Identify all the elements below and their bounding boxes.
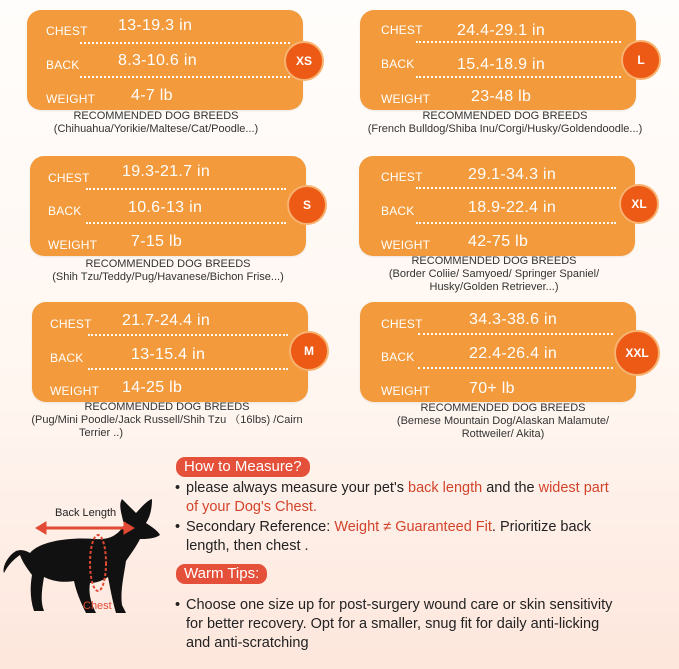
weight-value: 23-48 lb [471,88,532,105]
measure-tip-2 [175,518,656,556]
weight-label: WEIGHT [46,92,96,106]
chest-label: CHEST [381,170,423,184]
weight-label: WEIGHT [381,238,431,252]
size-badge: M [289,331,329,371]
tip-text: please always measure your pet's [186,480,408,496]
weight-value: 42-75 lb [468,233,529,250]
highlight-chest: of your Dog's Chest. [186,499,317,515]
highlight-widest-part: widest part [538,480,609,496]
size-badge: S [287,185,327,225]
dotted-divider [416,222,616,224]
back-value: 8.3-10.6 in [118,52,197,69]
tip-text: length, then chest . [186,538,309,554]
dotted-divider [80,76,290,78]
warm-tip-line: Choose one size up for post-surgery wound care or skin sensitivity [186,597,613,613]
measure-tip-1 [175,479,656,517]
breeds-list-line: (French Bulldog/Shiba Inu/Corgi/Husky/Goldendoodle...) [367,123,643,135]
bullet-point: • [175,480,181,496]
breeds-title: RECOMMENDED DOG BREEDS [422,110,588,122]
tip-text: and the [482,480,539,496]
chest-label: CHEST [50,317,92,331]
breeds-title: RECOMMENDED DOG BREEDS [420,402,586,414]
chest-label: CHEST [48,171,90,185]
back-value: 15.4-18.9 in [457,56,546,73]
back-label: BACK [381,57,415,71]
chest-label: Chest [83,600,112,612]
chest-value: 19.3-21.7 in [122,163,211,180]
tip-text: . Prioritize back [491,519,592,535]
warm-tip [175,596,656,653]
back-value: 22.4-26.4 in [469,345,558,362]
chest-label: CHEST [381,317,423,331]
breeds-title: RECOMMENDED DOG BREEDS [411,255,577,267]
recommended-breeds [344,255,644,294]
breeds-title: RECOMMENDED DOG BREEDS [73,110,239,122]
recommended-breeds [18,258,318,284]
highlight-back-length: back length [408,480,483,496]
back-length-label: Back Length [55,507,117,519]
chest-value: 24.4-29.1 in [457,22,546,39]
breeds-list-line: Rottweiler/ Akita) [461,428,545,440]
dotted-divider [416,187,616,189]
dotted-divider [88,368,288,370]
warm-tip-line: and anti-scratching [186,635,309,651]
warm-tip-line: for better recovery. Opt for a smaller, snug fit for daily anti-licking [186,616,600,632]
weight-value: 7-15 lb [131,233,183,250]
breeds-list-line: Terrier ..) [79,427,123,439]
warm-tips-heading: Warm Tips: [176,564,267,584]
size-badge: L [621,40,661,80]
back-value: 10.6-13 in [128,199,203,216]
dotted-divider [418,333,613,335]
recommended-breeds [17,401,317,440]
breeds-list-line: (Chihuahua/Yorikie/Maltese/Cat/Poodle...) [53,123,259,135]
breeds-title: RECOMMENDED DOG BREEDS [85,258,251,270]
dotted-divider [416,41,621,43]
back-value: 13-15.4 in [131,346,206,363]
back-label: BACK [48,204,82,218]
weight-label: WEIGHT [381,384,431,398]
dotted-divider [86,222,286,224]
breeds-list-line: (Pug/Mini Poodle/Jack Russell/Shih Tzu （16lbs) /Cairn [31,414,303,426]
chest-value: 34.3-38.6 in [469,311,558,328]
chest-value: 21.7-24.4 in [122,312,211,329]
weight-label: WEIGHT [50,384,100,398]
back-label: BACK [381,204,415,218]
chest-value: 13-19.3 in [118,17,193,34]
size-badge: XL [619,184,659,224]
breeds-list-line: (Bemese Mountain Dog/Alaskan Malamute/ [396,415,610,427]
weight-value: 14-25 lb [122,379,183,396]
back-label: BACK [46,58,80,72]
recommended-breeds [355,110,655,136]
weight-label: WEIGHT [381,92,431,106]
back-value: 18.9-22.4 in [468,199,557,216]
dotted-divider [86,188,286,190]
tip-text: Secondary Reference: [186,519,335,535]
weight-value: 4-7 lb [131,87,173,104]
size-badge: XS [284,41,324,81]
recommended-breeds [353,402,653,441]
breeds-title: RECOMMENDED DOG BREEDS [84,401,250,413]
highlight-weight-fit: Weight ≠ Guaranteed Fit [334,519,492,535]
chest-label: CHEST [381,23,423,37]
breeds-list-line: (Border Coliie/ Samyoed/ Springer Spaniel/ [388,268,600,280]
dotted-divider [418,367,613,369]
chest-label: CHEST [46,24,88,38]
recommended-breeds [6,110,306,136]
dotted-divider [80,42,290,44]
how-to-measure-heading: How to Measure? [176,457,310,477]
weight-label: WEIGHT [48,238,98,252]
size-badge: XXL [614,330,660,376]
back-label: BACK [381,350,415,364]
dotted-divider [416,76,621,78]
chest-value: 29.1-34.3 in [468,166,557,183]
dotted-divider [88,334,288,336]
bullet-point: • [175,597,181,613]
breeds-list-line: (Shih Tzu/Teddy/Pug/Havanese/Bichon Frise...) [52,271,284,283]
weight-value: 70+ lb [469,380,515,397]
bullet-point: • [175,519,181,535]
back-label: BACK [50,351,84,365]
breeds-list-line: Husky/Golden Retriever...) [429,281,559,293]
